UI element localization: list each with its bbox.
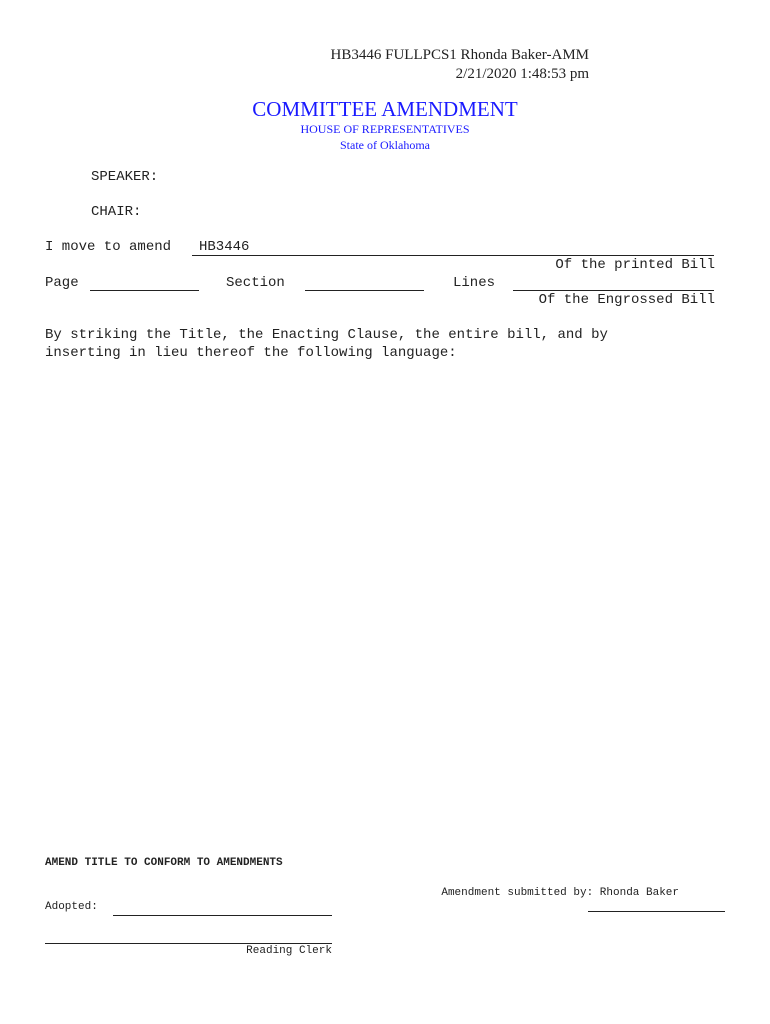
adopted-signature-line [113,915,332,916]
speaker-label: SPEAKER: [91,169,159,185]
engrossed-bill-label: Of the Engrossed Bill [538,292,715,308]
strike-text-line-1: By striking the Title, the Enacting Clause, the entire bill, and by [45,327,608,343]
page-field [90,290,199,291]
page-title: COMMITTEE AMENDMENT [252,97,518,121]
page-label: Page [45,275,79,291]
printed-bill-label: Of the printed Bill [555,257,715,273]
submitted-by: Amendment submitted by: Rhonda Baker [441,887,679,899]
lines-label: Lines [453,275,496,291]
amend-title-heading: AMEND TITLE TO CONFORM TO AMENDMENTS [45,857,283,869]
bill-header-line: HB3446 FULLPCS1 Rhonda Baker-AMM [330,47,589,63]
timestamp: 2/21/2020 1:48:53 pm [455,66,589,82]
adopted-label: Adopted: [45,901,98,913]
move-to-amend-label: I move to amend [45,239,172,255]
clerk-signature-line [45,943,332,944]
strike-text-line-2: inserting in lieu thereof the following language: [45,345,457,361]
chair-label: CHAIR: [91,204,142,220]
section-field [305,290,424,291]
submitter-signature-line [588,911,725,912]
lines-field [513,290,714,291]
bill-number: HB3446 [199,239,250,255]
state-name: State of Oklahoma [340,138,430,152]
bill-number-underline [192,255,714,256]
reading-clerk-label: Reading Clerk [246,945,332,957]
chamber-name: HOUSE OF REPRESENTATIVES [300,122,470,136]
section-label: Section [226,275,285,291]
